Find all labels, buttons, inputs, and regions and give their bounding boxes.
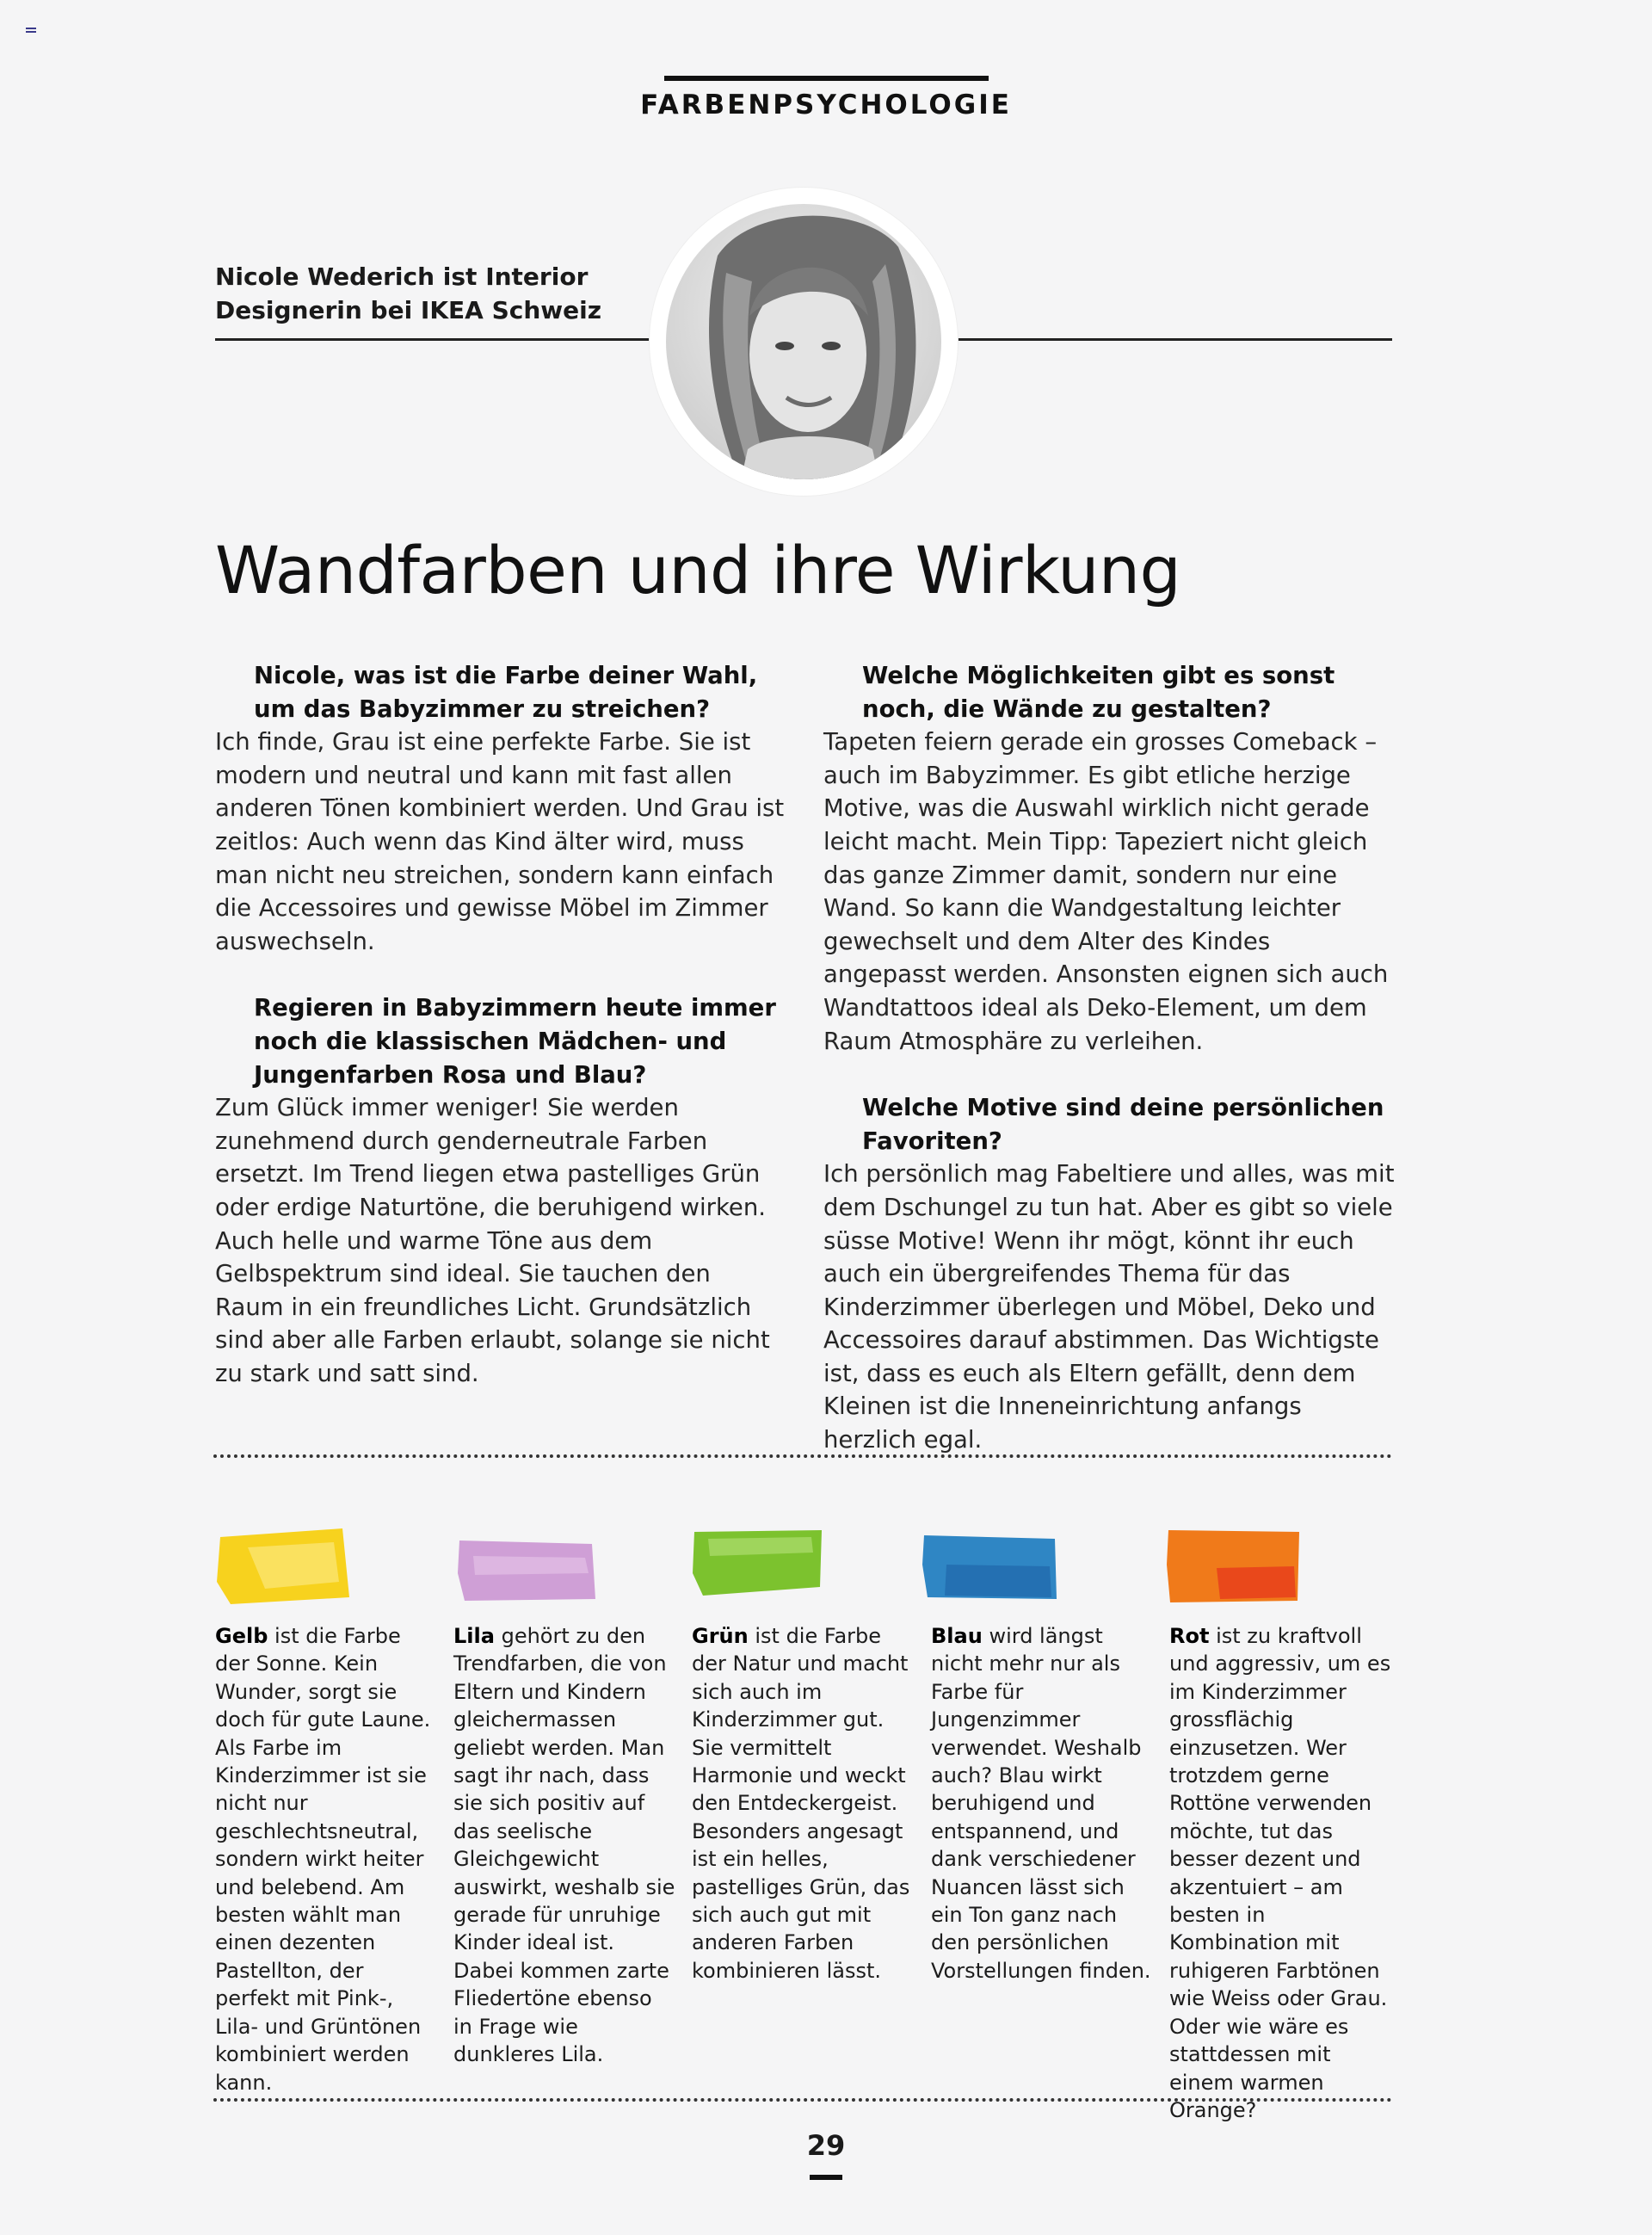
page-number: 29 xyxy=(806,2129,846,2162)
interview-answer: Zum Glück immer weniger! Sie werden zunehmend durch genderneutrale Farben ersetzt. Im Trend liegen etwa pastelliges Grün oder erdige Naturtöne, die beruhigend wirken. Auch helle und warme Töne aus dem Gelbspektrum sind ideal. Sie tauchen den Raum in ein freundliches Licht. Grundsätzlich sind aber alle Farben erlaubt, solange sie nicht zu stark und satt sind. xyxy=(215,1094,770,1387)
color-name: Grün xyxy=(692,1624,749,1648)
author-portrait xyxy=(650,188,958,496)
author-line-2: Designerin bei IKEA Schweiz xyxy=(215,296,602,324)
menu-icon[interactable] xyxy=(26,28,36,34)
section-bar xyxy=(664,76,989,81)
color-description-yellow xyxy=(215,1622,437,2096)
divider-left xyxy=(215,338,650,341)
interview-question: Nicole, was ist die Farbe deiner Wahl, um das Babyzimmer zu streichen? xyxy=(254,662,758,723)
color-description-blue xyxy=(931,1622,1153,1985)
color-name: Gelb xyxy=(215,1624,268,1648)
section-label: FARBENPSYCHOLOGIE xyxy=(640,90,1012,120)
author-line-1: Nicole Wederich ist Interior xyxy=(215,262,589,291)
interview-question: Regieren in Babyzimmern heute immer noch die klassischen Mädchen- und Jungenfarben Rosa und Blau? xyxy=(254,994,776,1089)
color-description-green xyxy=(692,1622,914,1985)
dotted-divider-top xyxy=(213,1454,1392,1458)
color-name: Blau xyxy=(931,1624,983,1648)
page-number-bar xyxy=(810,2175,842,2180)
interview-answer: Ich persönlich mag Fabeltiere und alles, was mit dem Dschungel zu tun hat. Aber es gibt so viele süsse Motive! Wenn ihr mögt, könnt ihr euch auch ein übergreifendes Thema für das Kinderzimmer überlegen und Möbel, Deko und Accessoires darauf abstimmen. Das Wichtigste ist, dass es euch als Eltern gefällt, denn dem Kleinen ist die Inneneinrichtung anfangs herzlich egal. xyxy=(823,1160,1395,1454)
article-headline: Wandfarben und ihre Wirkung xyxy=(215,532,1181,608)
color-name: Lila xyxy=(453,1624,495,1648)
swatch-purple xyxy=(456,1522,598,1606)
color-text: gehört zu den Trendfarben, die von Eltern und Kindern gleichermassen geliebt werden. Man sagt ihr nach, dass sie sich positiv auf das seelische Gleichgewicht auswirkt, weshalb sie gerade für unruhige Kinder ideal ist. Dabei kommen zarte Fliedertöne ebenso in Frage wie dunkleres Lila. xyxy=(453,1624,675,2067)
interview-column-left xyxy=(215,659,786,1390)
interview-column-right xyxy=(823,659,1395,1457)
color-description-red xyxy=(1169,1622,1391,2124)
interview-question: Welche Motive sind deine persönlichen Favoriten? xyxy=(862,1094,1384,1155)
dotted-divider-bottom xyxy=(213,2098,1392,2102)
color-text: ist die Farbe der Sonne. Kein Wunder, sorgt sie doch für gute Laune. Als Farbe im Kinderzimmer ist sie nicht nur geschlechtsneutral, sondern wirkt heiter und belebend. Am besten wählt man einen dezenten Pastellton, der perfekt mit Pink-, Lila- und Grüntönen kombiniert werden kann. xyxy=(215,1624,431,2095)
portrait-photo xyxy=(666,204,941,479)
swatch-blue xyxy=(921,1522,1058,1606)
swatch-yellow xyxy=(213,1522,353,1606)
color-text: ist die Farbe der Natur und macht sich auch im Kinderzimmer gut. Sie vermittelt Harmonie und weckt den Entdeckergeist. Besonders angesagt ist ein helles, pastelliges Grün, das sich auch gut mit anderen Farben kombinieren lässt. xyxy=(692,1624,910,1983)
color-text: ist zu kraftvoll und aggressiv, um es im Kinderzimmer grossflächig einzusetzen. Wer trotzdem gerne Rottöne verwenden möchte, tut das besser dezent und akzentuiert – am besten in Kombination mit ruhigeren Farbtönen wie Weiss oder Grau. Oder wie wäre es stattdessen mit einem warmen Orange? xyxy=(1169,1624,1391,2122)
interview-answer: Tapeten feiern gerade ein grosses Comeback – auch im Babyzimmer. Es gibt etliche herzige Motive, was die Auswahl wirklich nicht gerade leicht macht. Mein Tipp: Tapeziert nicht gleich das ganze Zimmer damit, sondern nur eine Wand. So kann die Wandgestaltung leichter gewechselt und dem Alter des Kindes angepasst werden. Ansonsten eignen sich auch Wandtattoos ideal als Deko-Element, um dem Raum Atmosphäre zu verleihen. xyxy=(823,728,1389,1055)
author-caption xyxy=(215,260,628,327)
interview-answer: Ich finde, Grau ist eine perfekte Farbe. Sie ist modern und neutral und kann mit fast allen anderen Tönen kombiniert werden. Und Grau ist zeitlos: Auch wenn das Kind älter wird, muss man nicht neu streichen, sondern kann einfach die Accessoires und gewisse Möbel im Zimmer auswechseln. xyxy=(215,728,785,955)
color-text: wird längst nicht mehr nur als Farbe für Jungenzimmer verwendet. Weshalb auch? Blau wirkt beruhigend und entspannend, und dank verschiedener Nuancen lässt sich ein Ton ganz nach den persönlichen Vorstellungen finden. xyxy=(931,1624,1151,1983)
swatch-green xyxy=(691,1522,824,1606)
divider-right xyxy=(958,338,1392,341)
color-description-purple xyxy=(453,1622,675,2069)
interview-question: Welche Möglichkeiten gibt es sonst noch, die Wände zu gestalten? xyxy=(862,662,1335,723)
swatch-orange-red xyxy=(1165,1522,1303,1606)
color-name: Rot xyxy=(1169,1624,1210,1648)
